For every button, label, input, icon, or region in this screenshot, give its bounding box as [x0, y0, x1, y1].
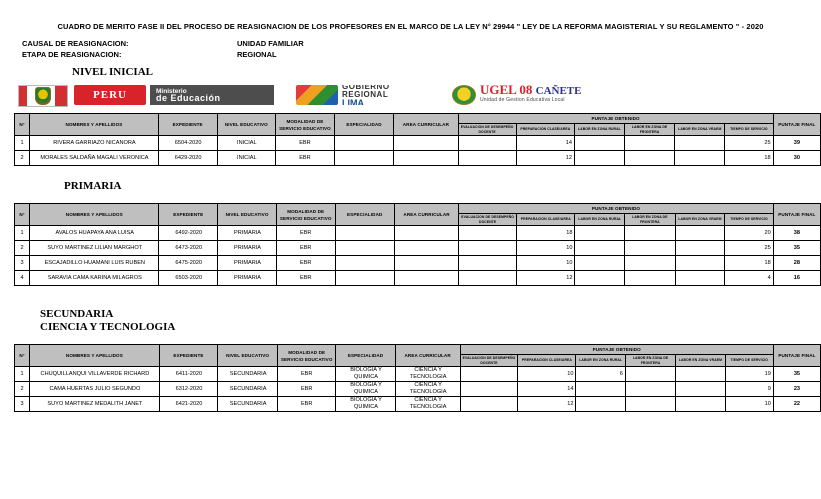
th-zona-frontera: LABOR EN ZONA DE FRONTERA: [624, 124, 675, 136]
th-puntaje-final: PUNTAJE FINAL: [773, 204, 820, 226]
cell-tiempo: 10: [725, 397, 773, 412]
th-nivel: NIVEL EDUCATIVO: [217, 114, 276, 136]
th-tiempo-servicio: TIEMPO DE SERVICIO: [725, 214, 773, 226]
cell-preparacion: 12: [516, 151, 574, 166]
cell-tiempo: 18: [725, 256, 773, 271]
th-zona-vraem: LABOR EN ZONA VRAEM: [675, 214, 725, 226]
th-zona-rural: LABOR EN ZONA RURAL: [575, 124, 625, 136]
th-evaluacion: EVALUACION DE DESEMPEÑO DOCENTE: [460, 355, 518, 367]
cell-especialidad: BIOLOGIA Y QUIMICA: [336, 382, 395, 397]
th-area: AREA CURRICULAR: [394, 114, 458, 136]
cell-nombres: CAMA HUERTAS JULIO SEGUNDO: [30, 382, 160, 397]
cell-nivel: INICIAL: [217, 151, 276, 166]
escudo-peru-icon: [18, 85, 68, 107]
cell-preparacion: 14: [518, 382, 576, 397]
cell-rural: [575, 271, 625, 286]
cell-tiempo: 4: [725, 271, 773, 286]
cell-evaluacion: [460, 382, 518, 397]
cell-evaluacion: [458, 136, 516, 151]
cell-tiempo: 25: [725, 241, 773, 256]
cell-nombres: SARAVIA CAMA KARINA MILAGROS: [30, 271, 159, 286]
peru-logo: PERU: [74, 85, 146, 105]
th-nombres: NOMBRES Y APELLIDOS: [30, 114, 159, 136]
merit-table-inicial: [14, 113, 821, 166]
cell-final: 30: [773, 151, 820, 166]
th-nivel: NIVEL EDUCATIVO: [218, 204, 277, 226]
etapa-label: ETAPA DE REASIGNACION:: [22, 50, 122, 59]
cell-vraem: [675, 241, 725, 256]
ugel-seal-icon: [452, 85, 476, 105]
etapa-row: [22, 49, 821, 60]
cell-rural: [576, 382, 625, 397]
section-heading-ciencia-tecnologia: CIENCIA Y TECNOLOGIA: [40, 321, 176, 333]
cell-nivel: SECUNDARIA: [218, 397, 278, 412]
cell-area: [394, 226, 458, 241]
cell-rural: [576, 397, 625, 412]
th-area: AREA CURRICULAR: [395, 345, 460, 367]
cell-expediente: 6492-2020: [159, 226, 218, 241]
cell-vraem: [675, 151, 725, 166]
th-nombres: NOMBRES Y APELLIDOS: [30, 204, 159, 226]
th-puntaje-final: PUNTAJE FINAL: [773, 114, 820, 136]
table-row: [15, 226, 821, 241]
cell-n: 3: [15, 256, 30, 271]
cell-area: CIENCIA Y TECNOLOGIA: [395, 367, 460, 382]
cell-modalidad: EBR: [277, 382, 335, 397]
th-n: N°: [15, 114, 30, 136]
cell-rural: 6: [576, 367, 625, 382]
cell-tiempo: 25: [725, 136, 773, 151]
cell-expediente: 6429-2020: [158, 151, 217, 166]
cell-especialidad: BIOLOGIA Y QUIMICA: [336, 397, 395, 412]
table-row: [15, 382, 821, 397]
cell-tiempo: 19: [725, 367, 773, 382]
cell-vraem: [675, 136, 725, 151]
cell-modalidad: EBR: [276, 151, 335, 166]
cell-modalidad: EBR: [276, 241, 335, 256]
cell-final: 28: [773, 256, 820, 271]
cell-vraem: [676, 397, 725, 412]
th-evaluacion: EVALUACION DE DESEMPEÑO DOCENTE: [458, 124, 516, 136]
cell-evaluacion: [459, 226, 517, 241]
section-heading-inicial: NIVEL INICIAL: [72, 66, 153, 78]
cell-tiempo: 9: [725, 382, 773, 397]
th-nivel: NIVEL EDUCATIVO: [218, 345, 278, 367]
th-zona-vraem: LABOR EN ZONA VRAEM: [675, 124, 725, 136]
cell-n: 1: [15, 136, 30, 151]
cell-final: 23: [773, 382, 820, 397]
gobierno-regional-flag-icon: [296, 85, 338, 105]
cell-modalidad: EBR: [276, 271, 335, 286]
section-heading-secundaria: SECUNDARIA: [40, 308, 114, 320]
ugel-main-text: UGEL 08: [480, 85, 533, 97]
th-nombres: NOMBRES Y APELLIDOS: [30, 345, 160, 367]
cell-especialidad: [335, 241, 394, 256]
cell-area: [394, 241, 458, 256]
cell-n: 3: [15, 397, 30, 412]
th-preparacion: PREPARACION CLASE/AREA: [516, 124, 574, 136]
cell-especialidad: [335, 271, 394, 286]
etapa-value: REGIONAL: [237, 50, 277, 59]
cell-nivel: PRIMARIA: [218, 226, 277, 241]
cell-frontera: [625, 367, 675, 382]
cell-final: 39: [773, 136, 820, 151]
cell-evaluacion: [459, 241, 517, 256]
minedu-line2: de Educación: [156, 93, 221, 103]
cell-evaluacion: [459, 256, 517, 271]
cell-nivel: PRIMARIA: [218, 241, 277, 256]
th-preparacion: PREPARACION CLASE/AREA: [518, 355, 576, 367]
cell-nivel: PRIMARIA: [218, 271, 277, 286]
cell-vraem: [675, 271, 725, 286]
cell-frontera: [625, 271, 675, 286]
cell-final: 35: [773, 367, 820, 382]
section-heading-primaria: PRIMARIA: [64, 180, 122, 192]
ugel-canete-text: CAÑETE: [535, 85, 582, 97]
causal-value: UNIDAD FAMILIAR: [237, 39, 304, 48]
cell-especialidad: [334, 151, 393, 166]
th-modalidad: MODALIDAD DE SERVICIO EDUCATIVO: [276, 204, 335, 226]
cell-tiempo: 20: [725, 226, 773, 241]
th-puntaje-obtenido: PUNTAJE OBTENIDO: [458, 114, 773, 124]
cell-especialidad: [334, 136, 393, 151]
th-preparacion: PREPARACION CLASE/AREA: [517, 214, 575, 226]
causal-row: [22, 38, 821, 49]
cell-area: [394, 136, 458, 151]
th-modalidad: MODALIDAD DE SERVICIO EDUCATIVO: [277, 345, 335, 367]
cell-nombres: SUYO MARTINEZ MEDALITH JANET: [30, 397, 160, 412]
cell-tiempo: 18: [725, 151, 773, 166]
cell-evaluacion: [460, 367, 518, 382]
cell-modalidad: EBR: [276, 136, 335, 151]
th-expediente: EXPEDIENTE: [159, 204, 218, 226]
table-row: [15, 367, 821, 382]
th-zona-rural: LABOR EN ZONA RURAL: [576, 355, 625, 367]
th-zona-rural: LABOR EN ZONA RURAL: [575, 214, 625, 226]
causal-label: CAUSAL DE REASIGNACION:: [22, 39, 129, 48]
th-especialidad: ESPECIALIDAD: [336, 345, 395, 367]
th-zona-frontera: LABOR EN ZONA DE FRONTERA: [625, 214, 675, 226]
minedu-logo: [150, 85, 274, 105]
table-row: [15, 271, 821, 286]
gore-line1: GOBIERNO REGIONAL: [342, 85, 390, 99]
cell-preparacion: 10: [517, 241, 575, 256]
cell-frontera: [625, 397, 675, 412]
cell-final: 22: [773, 397, 820, 412]
cell-nombres: CHUQUILLANQUI VILLAVERDE RICHARD: [30, 367, 160, 382]
table-header-row-top: [15, 345, 821, 355]
cell-especialidad: [335, 226, 394, 241]
cell-evaluacion: [459, 271, 517, 286]
cell-rural: [575, 151, 625, 166]
cell-vraem: [676, 382, 725, 397]
cell-evaluacion: [460, 397, 518, 412]
th-n: N°: [15, 204, 30, 226]
th-tiempo-servicio: TIEMPO DE SERVICIO: [725, 355, 773, 367]
cell-area: CIENCIA Y TECNOLOGIA: [395, 382, 460, 397]
cell-area: [394, 271, 458, 286]
th-expediente: EXPEDIENTE: [158, 114, 217, 136]
merit-table-secundaria: [14, 344, 821, 412]
cell-preparacion: 10: [518, 367, 576, 382]
cell-expediente: 6421-2020: [159, 397, 218, 412]
cell-vraem: [675, 226, 725, 241]
cell-nivel: PRIMARIA: [218, 256, 277, 271]
cell-frontera: [624, 136, 675, 151]
cell-expediente: 6312-2020: [159, 382, 218, 397]
cell-preparacion: 10: [517, 256, 575, 271]
table-row: [15, 256, 821, 271]
cell-rural: [575, 136, 625, 151]
th-puntaje-obtenido: PUNTAJE OBTENIDO: [459, 204, 774, 214]
cell-rural: [575, 226, 625, 241]
cell-final: 35: [773, 241, 820, 256]
cell-especialidad: BIOLOGIA Y QUIMICA: [336, 367, 395, 382]
th-n: N°: [15, 345, 30, 367]
table-row: [15, 151, 821, 166]
th-expediente: EXPEDIENTE: [159, 345, 218, 367]
cell-preparacion: 14: [516, 136, 574, 151]
cell-vraem: [676, 367, 725, 382]
merit-table-primaria: [14, 203, 821, 286]
cell-area: [394, 256, 458, 271]
cell-final: 38: [773, 226, 820, 241]
cell-preparacion: 12: [518, 397, 576, 412]
cell-modalidad: EBR: [276, 226, 335, 241]
th-evaluacion: EVALUACION DE DESEMPEÑO DOCENTE: [459, 214, 517, 226]
cell-area: CIENCIA Y TECNOLOGIA: [395, 397, 460, 412]
cell-area: [394, 151, 458, 166]
gobierno-regional-lima-logo: [342, 85, 430, 105]
gore-line2: LIMA: [342, 98, 364, 105]
cell-frontera: [625, 256, 675, 271]
th-zona-frontera: LABOR EN ZONA DE FRONTERA: [625, 355, 675, 367]
cell-especialidad: [335, 256, 394, 271]
cell-expediente: 6475-2020: [159, 256, 218, 271]
cell-nivel: SECUNDARIA: [218, 367, 278, 382]
th-puntaje-obtenido: PUNTAJE OBTENIDO: [460, 345, 773, 355]
cell-modalidad: EBR: [277, 397, 335, 412]
cell-n: 2: [15, 151, 30, 166]
cell-modalidad: EBR: [276, 256, 335, 271]
table-row: [15, 241, 821, 256]
th-modalidad: MODALIDAD DE SERVICIO EDUCATIVO: [276, 114, 335, 136]
table-header-row-top: [15, 114, 821, 124]
cell-frontera: [625, 226, 675, 241]
cell-nivel: INICIAL: [217, 136, 276, 151]
table-row: [15, 397, 821, 412]
page-title: CUADRO DE MERITO FASE II DEL PROCESO DE REASIGNACION DE LOS PROFESORES EN EL MARCO DE LA LEY N° 29944 " LEY DE LA REFORMA MAGISTERIAL Y SU REGLAMENTO " - 2020: [57, 22, 764, 31]
cell-frontera: [625, 241, 675, 256]
cell-frontera: [625, 382, 675, 397]
cell-n: 2: [15, 382, 30, 397]
table-row: [15, 136, 821, 151]
cell-evaluacion: [458, 151, 516, 166]
th-especialidad: ESPECIALIDAD: [334, 114, 393, 136]
cell-rural: [575, 256, 625, 271]
ugel-logo: [452, 85, 642, 105]
cell-vraem: [675, 256, 725, 271]
cell-n: 2: [15, 241, 30, 256]
th-tiempo-servicio: TIEMPO DE SERVICIO: [725, 124, 773, 136]
cell-expediente: 6411-2020: [159, 367, 218, 382]
th-area: AREA CURRICULAR: [394, 204, 458, 226]
cell-expediente: 6503-2020: [159, 271, 218, 286]
cell-nombres: ESCAJADILLO HUAMANI LUIS RUBEN: [30, 256, 159, 271]
document-meta: [0, 38, 821, 60]
cell-rural: [575, 241, 625, 256]
cell-n: 1: [15, 226, 30, 241]
logo-bar: [0, 85, 821, 107]
th-puntaje-final: PUNTAJE FINAL: [773, 345, 820, 367]
cell-nivel: SECUNDARIA: [218, 382, 278, 397]
th-zona-vraem: LABOR EN ZONA VRAEM: [676, 355, 725, 367]
cell-final: 16: [773, 271, 820, 286]
cell-preparacion: 12: [517, 271, 575, 286]
th-especialidad: ESPECIALIDAD: [335, 204, 394, 226]
cell-nombres: AVALOS HUAPAYA ANA LUISA: [30, 226, 159, 241]
cell-n: 1: [15, 367, 30, 382]
cell-modalidad: EBR: [277, 367, 335, 382]
cell-expediente: 6504-2020: [158, 136, 217, 151]
ugel-subtitle: Unidad de Gestion Educativa Local: [480, 97, 565, 103]
cell-nombres: MORALES SALDAÑA MAGALI VERONICA: [30, 151, 159, 166]
cell-nombres: RIVERA GARRIAZO NICANORA: [30, 136, 159, 151]
cell-expediente: 6473-2020: [159, 241, 218, 256]
table-header-row-top: [15, 204, 821, 214]
cell-n: 4: [15, 271, 30, 286]
cell-frontera: [624, 151, 675, 166]
cell-nombres: SUYO MARTINEZ LILIAN MARGHOT: [30, 241, 159, 256]
minedu-line1: Ministerio: [156, 88, 187, 95]
document-page: [0, 22, 821, 499]
cell-preparacion: 18: [517, 226, 575, 241]
